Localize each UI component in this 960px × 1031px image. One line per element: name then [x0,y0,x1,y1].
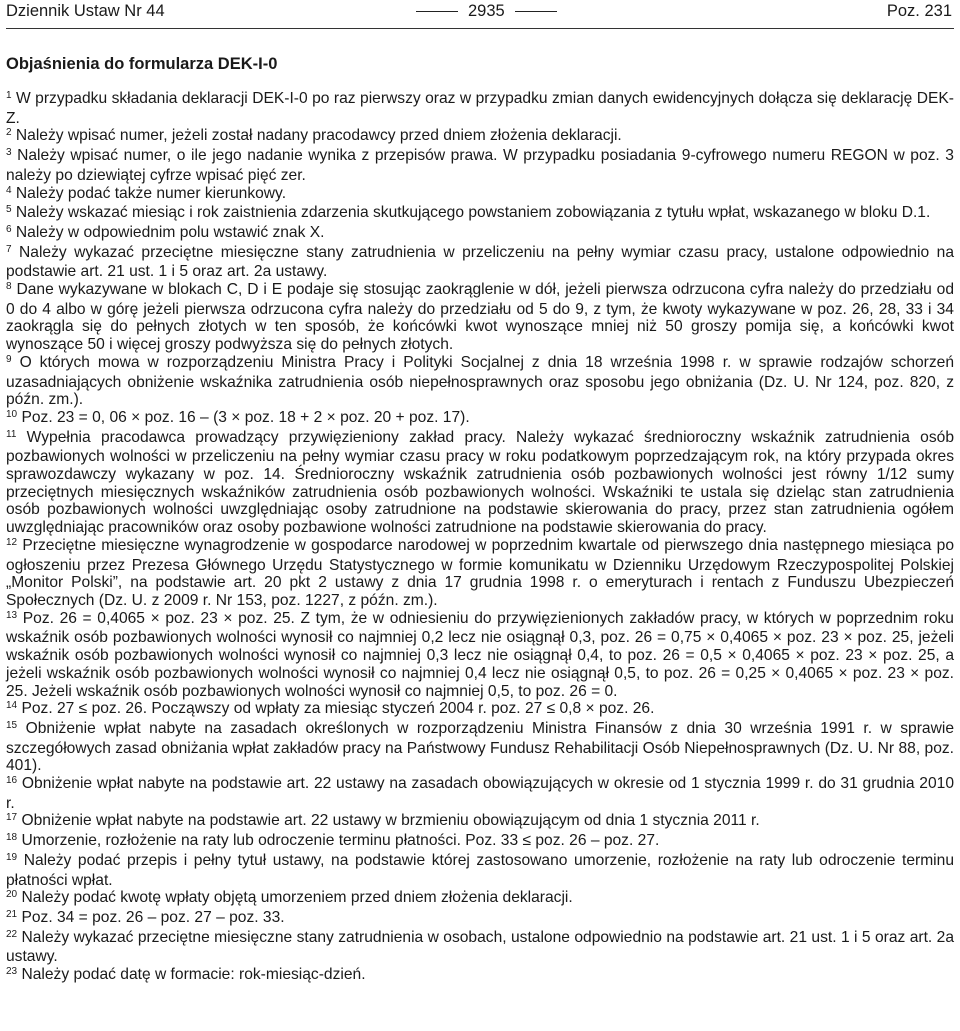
rule-right [515,11,557,12]
footnote-number: 11 [6,428,17,440]
footnote-text: Umorzenie, rozłożenie na raty lub odroczenie terminu płatności. Poz. 33 ≤ poz. 26 – poz. 27. [21,832,660,850]
footnote-text: Należy podać także numer kierunkowy. [15,184,287,202]
footnote-number: 12 [6,536,18,548]
page-title: Objaśnienia do formularza DEK-I-0 [6,55,278,73]
footnote-text: Poz. 23 = 0, 06 × poz. 16 – (3 × poz. 18 + 2 × poz. 20 + poz. 17). [21,408,470,426]
footnote-text: Należy wskazać miesiąc i rok zaistnienia zdarzenia skutkującego powstaniem zobowiązania z tytułu wpłat, wskazanego w bloku D.1. [15,204,931,222]
footnote-5 [6,204,954,224]
footnote-text: Poz. 34 = poz. 26 – poz. 27 – poz. 33. [21,908,285,926]
footnote-10 [6,409,954,429]
footnote-14 [6,700,954,720]
footnote-number: 4 [6,184,12,196]
footnote-number: 10 [6,408,18,420]
footnote-7 [6,244,954,281]
footnote-number: 15 [6,719,18,731]
footnote-12 [6,537,954,610]
footnote-number: 9 [6,353,12,365]
footnote-number: 22 [6,928,18,940]
footnote-11 [6,429,954,537]
footnote-20 [6,889,954,909]
footnote-16 [6,775,954,812]
footnote-number: 8 [6,281,12,293]
footnote-15 [6,720,954,775]
footnote-text: W przypadku składania deklaracji DEK-I-0 po raz pierwszy oraz w przypadku zmian danych ewidencyjnych dołącza się deklarację DEK-Z. [6,90,954,127]
footnote-number: 23 [6,966,18,978]
footnote-4 [6,185,954,205]
footnote-number: 21 [6,908,18,920]
footnote-text: Wypełnia pracodawca prowadzący przywięzieniony zakład pracy. Należy wykazać średnioroczny wskaźnik zatrudnienia osób pozbawionych wolności w przeliczeniu na pełny wymiar czasu pracy w roku podatkowym poprzedzającym rok, na który przypada okres sprawozdawczy wykazany w poz. 14. Średnioroczny wskaźnik zatrudnienia osób pozbawionych wolności jest równy 1/12 sumy przeciętnych miesięcznych wskaźników zatrudnienia osób pozbawionych wolności. Wskaźniki te ustala się dzieląc stan zatrudnienia osób pozbawionych wolności uwzględniając osoby zatrudnione na podstawie skierowania do pracy, przez stan zatrudnienia ogółem uwzględniając pracowników oraz osoby pozbawione wolności zatrudnione na podstawie skierowania do pracy. [6,428,954,537]
footnote-text: Obniżenie wpłat nabyte na zasadach określonych w rozporządzeniu Ministra Finansów z dnia 30 września 1991 r. w sprawie szczegółowych zasad obniżania wpłat zakładów pracy na Państwowy Fundusz Rehabilitacji Osób Niepełnosprawnych (Dz. U. Nr 88, poz. 401). [6,719,954,775]
footnote-8 [6,281,954,354]
footnote-9 [6,354,954,409]
journal-name: Dziennik Ustaw Nr 44 [6,2,165,20]
page-header [0,0,960,30]
footnote-22 [6,929,954,966]
header-divider [6,28,954,29]
footnote-6 [6,224,954,244]
footnote-text: Należy podać kwotę wpłaty objętą umorzeniem przed dniem złożenia deklaracji. [21,889,573,907]
page-number: 2935 [468,2,505,20]
footnote-number: 3 [6,147,12,159]
footnotes-list [6,90,954,986]
footnote-number: 19 [6,851,18,863]
footnote-number: 16 [6,775,18,787]
footnote-text: Należy wpisać numer, o ile jego nadanie wynika z przepisów prawa. W przypadku posiadania 9-cyfrowego numeru REGON w poz. 3 należy po dziewiątej cyfrze wpisać pięć zer. [6,147,954,184]
footnote-text: Przeciętne miesięczne wynagrodzenie w gospodarce narodowej w poprzednim kwartale od pierwszego dnia następnego miesiąca po ogłoszeniu przez Prezesa Głównego Urzędu Statystycznego w formie komunikatu w Dzienniku Urzędowym Rzeczypospolitej Polskiej „Monitor Polski”, na podstawie art. 20 pkt 2 ustawy z dnia 17 grudnia 1998 r. o emeryturach i rentach z Funduszu Ubezpieczeń Społecznych (Dz. U. z 2009 r. Nr 153, poz. 1227, z późn. zm.). [6,536,954,609]
footnote-number: 6 [6,223,12,235]
footnote-2 [6,127,954,147]
footnote-19 [6,852,954,889]
footnote-23 [6,966,954,986]
footnote-text: Dane wykazywane w blokach C, D i E podaje się stosując zaokrąglenie w dół, jeżeli pierwsza odrzucona cyfra należy do przedziału od 0 do 4 albo w górę jeżeli pierwsza odrzucona cyfra należy do przedziału od 5 do 9, z tym, że kwoty wykazywane w poz. 26, 28, 33 i 34 zaokrągla się do pełnych złotych w ten sposób, że końcówki kwot wynoszące mniej niż 50 groszy pomija się, a końcówki kwot wynoszące 50 i więcej groszy podwyższa się do pełnych złotych. [6,281,954,354]
footnote-text: Należy podać przepis i pełny tytuł ustawy, na podstawie której zastosowano umorzenie, rozłożenie na raty lub odroczenie terminu płatności wpłat. [6,851,954,889]
footnote-number: 18 [6,832,18,844]
footnote-text: Należy podać datę w formacie: rok-miesiąc-dzień. [21,966,366,984]
footnote-1 [6,90,954,127]
footnote-text: Należy wykazać przeciętne miesięczne stany zatrudnienia w osobach, ustalone odpowiednio na podstawie art. 21 ust. 1 i 5 oraz art. 2a ustawy. [6,928,954,966]
footnote-text: O których mowa w rozporządzeniu Ministra Pracy i Polityki Socjalnej z dnia 18 września 1998 r. w sprawie rodzajów schorzeń uzasadniających obniżenie wskaźnika zatrudnienia osób niepełnosprawnych oraz sposobu jego obniżania (Dz. U. Nr 124, poz. 820, z późn. zm.). [6,353,954,409]
footnote-number: 17 [6,812,18,824]
footnote-number: 14 [6,700,18,712]
footnote-21 [6,909,954,929]
footnote-number: 1 [6,90,12,101]
footnote-3 [6,147,954,184]
footnote-13 [6,610,954,701]
footnote-17 [6,812,954,832]
footnote-text: Obniżenie wpłat nabyte na podstawie art. 22 ustawy w brzmieniu obowiązującym od dnia 1 stycznia 2011 r. [21,812,760,830]
position-number: Poz. 231 [886,2,952,20]
footnote-18 [6,832,954,852]
footnote-text: Poz. 26 = 0,4065 × poz. 23 × poz. 25. Z tym, że w odniesieniu do przywięzienionych zakładów pracy, w których w poprzednim roku wskaźnik osób pozbawionych wolności wynosił co najmniej 0,2 lecz nie osiągnął 0,3, poz. 26 = 0,75 × 0,4065 × poz. 23 × poz. 25, jeżeli wskaźnik osób pozbawionych wolności wynosił co najmniej 0,3 lecz nie osiągnął 0,4, to poz. 26 = 0,5 × 0,4065 × poz. 23 × poz. 25, a jeżeli wskaźnik osób pozbawionych wolności wynosił co najmniej 0,4 lecz nie osiągnął 0,5, to poz. 26 = 0,25 × 0,4065 × poz. 23 × poz. 25. Jeżeli wskaźnik osób pozbawionych wolności wynosił co najmniej 0,5, to poz. 26 = 0. [6,609,954,700]
footnote-text: Należy wpisać numer, jeżeli został nadany pracodawcy przed dniem złożenia deklaracji. [15,127,622,145]
footnote-number: 5 [6,204,12,216]
footnote-text: Należy w odpowiednim polu wstawić znak X. [15,223,325,241]
rule-left [416,11,458,12]
footnote-number: 20 [6,889,18,901]
footnote-number: 13 [6,609,18,621]
footnote-text: Należy wykazać przeciętne miesięczne stany zatrudnienia w przeliczeniu na pełny wymiar czasu pracy, ustalone odpowiednio na podstawie art. 21 ust. 1 i 5 oraz art. 2a ustawy. [6,243,954,281]
page-number-block [406,2,567,21]
footnote-number: 2 [6,127,12,139]
footnote-number: 7 [6,243,12,255]
footnote-text: Obniżenie wpłat nabyte na podstawie art. 22 ustawy na zasadach obowiązujących w okresie od 1 stycznia 1999 r. do 31 grudnia 2010 r. [6,775,954,812]
footnote-text: Poz. 27 ≤ poz. 26. Począwszy od wpłaty za miesiąc styczeń 2004 r. poz. 27 ≤ 0,8 × poz. 26. [21,700,655,718]
